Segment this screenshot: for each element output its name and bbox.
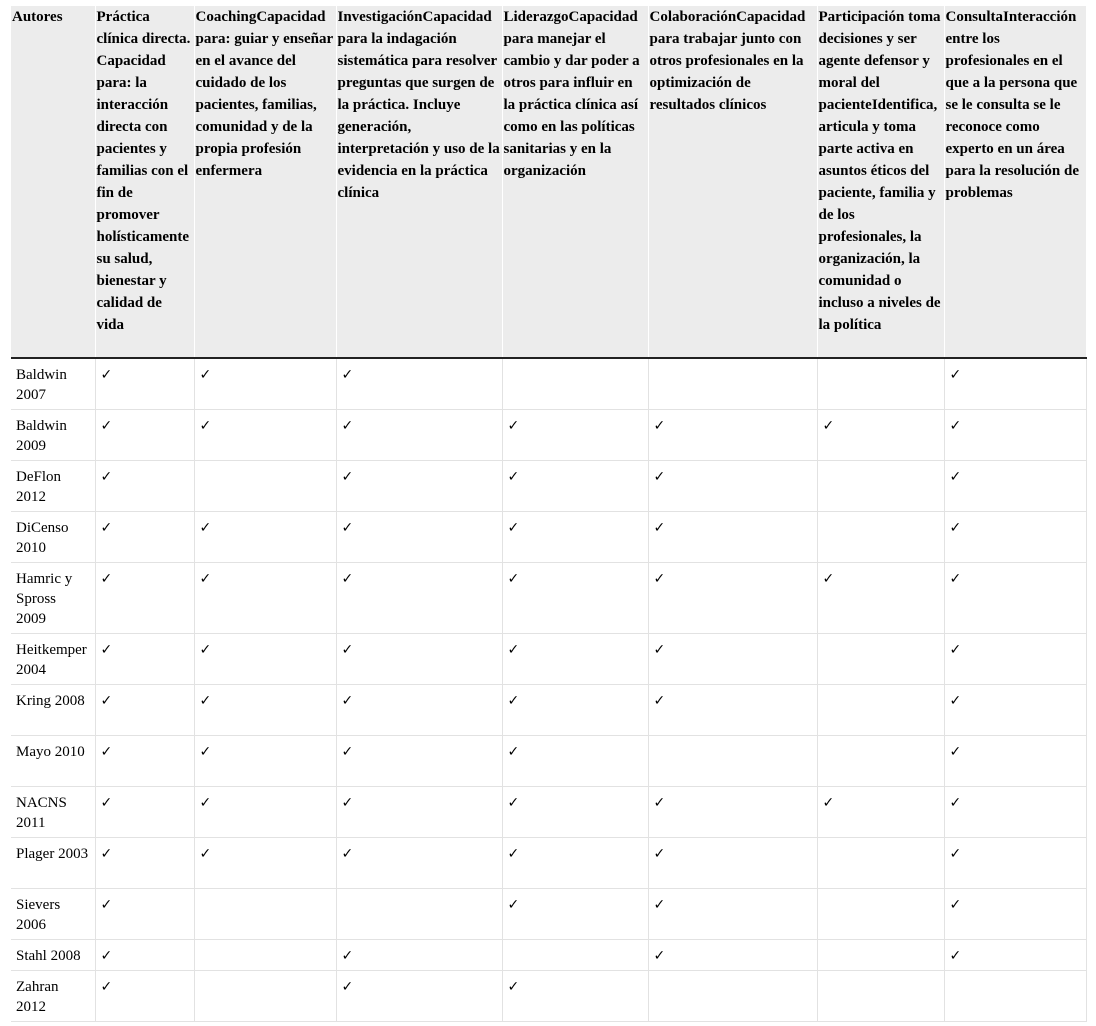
competency-cell — [944, 358, 1086, 410]
author-cell: DeFlon 2012 — [11, 461, 95, 512]
header-research: InvestigaciónCapacidad para la indagación sistemática para resolver preguntas que surgen de la práctica. Incluye generación, interpretación y uso de la evidencia en la práctica clínica — [336, 6, 502, 358]
check-mark-icon: ✓ — [100, 693, 113, 709]
check-mark-icon: ✓ — [199, 846, 212, 862]
check-mark-icon: ✓ — [341, 367, 354, 383]
competency-cell — [95, 736, 194, 787]
competency-cell — [336, 940, 502, 971]
check-mark-icon: ✓ — [100, 795, 113, 811]
check-mark-icon: ✓ — [653, 642, 666, 658]
check-mark-icon: ✓ — [341, 469, 354, 485]
competency-cell — [817, 685, 944, 736]
table-row — [11, 971, 1086, 1022]
check-mark-icon: ✓ — [341, 979, 354, 995]
check-mark-icon: ✓ — [822, 571, 835, 587]
check-mark-icon: ✓ — [507, 846, 520, 862]
table-row — [11, 634, 1086, 685]
competency-cell — [944, 563, 1086, 634]
competency-cell — [194, 410, 336, 461]
check-mark-icon: ✓ — [949, 897, 962, 913]
table-row — [11, 461, 1086, 512]
check-mark-icon: ✓ — [653, 897, 666, 913]
check-mark-icon: ✓ — [949, 571, 962, 587]
table-body — [11, 358, 1086, 1022]
competency-cell — [502, 685, 648, 736]
competency-cell — [648, 563, 817, 634]
check-mark-icon: ✓ — [949, 642, 962, 658]
check-mark-icon: ✓ — [949, 520, 962, 536]
check-mark-icon: ✓ — [507, 897, 520, 913]
competency-cell — [817, 358, 944, 410]
competency-cell — [194, 736, 336, 787]
competency-cell — [648, 838, 817, 889]
competency-cell — [944, 889, 1086, 940]
header-ethical-participation: Participación toma decisiones y ser agente defensor y moral del pacienteIdentifica, articula y toma parte activa en asuntos éticos del paciente, familia y de los profesionales, la organización, la comunidad o incluso a niveles de la política — [817, 6, 944, 358]
competency-cell — [944, 634, 1086, 685]
competency-cell — [194, 787, 336, 838]
author-cell: Heitkemper 2004 — [11, 634, 95, 685]
check-mark-icon: ✓ — [341, 744, 354, 760]
author-cell: Baldwin 2007 — [11, 358, 95, 410]
competency-cell — [502, 787, 648, 838]
competency-cell — [194, 940, 336, 971]
header-coaching: CoachingCapacidad para: guiar y enseñar en el avance del cuidado de los pacientes, familias, comunidad y de la propia profesión enfermera — [194, 6, 336, 358]
header-row — [11, 6, 1086, 358]
competency-cell — [817, 838, 944, 889]
check-mark-icon: ✓ — [949, 948, 962, 964]
competency-cell — [502, 838, 648, 889]
check-mark-icon: ✓ — [949, 846, 962, 862]
check-mark-icon: ✓ — [341, 795, 354, 811]
check-mark-icon: ✓ — [949, 795, 962, 811]
check-mark-icon: ✓ — [653, 795, 666, 811]
check-mark-icon: ✓ — [199, 571, 212, 587]
check-mark-icon: ✓ — [507, 795, 520, 811]
check-mark-icon: ✓ — [507, 571, 520, 587]
check-mark-icon: ✓ — [341, 520, 354, 536]
competency-cell — [648, 634, 817, 685]
header-consultation: ConsultaInteracción entre los profesionales en el que a la persona que se le consulta se le reconoce como experto en un área para la resolución de problemas — [944, 6, 1086, 358]
competency-cell — [194, 971, 336, 1022]
competency-cell — [817, 563, 944, 634]
competency-cell — [194, 512, 336, 563]
check-mark-icon: ✓ — [100, 418, 113, 434]
table-header — [11, 6, 1086, 358]
competency-cell — [502, 634, 648, 685]
competency-cell — [95, 940, 194, 971]
check-mark-icon: ✓ — [507, 979, 520, 995]
check-mark-icon: ✓ — [653, 948, 666, 964]
author-cell: Sievers 2006 — [11, 889, 95, 940]
competency-cell — [336, 889, 502, 940]
competency-cell — [648, 685, 817, 736]
competency-cell — [817, 461, 944, 512]
competency-cell — [194, 358, 336, 410]
check-mark-icon: ✓ — [653, 520, 666, 536]
table-row — [11, 940, 1086, 971]
competency-cell — [194, 461, 336, 512]
competency-cell — [95, 358, 194, 410]
competency-cell — [817, 940, 944, 971]
competency-cell — [648, 512, 817, 563]
check-mark-icon: ✓ — [100, 520, 113, 536]
competency-cell — [95, 410, 194, 461]
header-authors: Autores — [11, 6, 95, 358]
table-row — [11, 358, 1086, 410]
competency-cell — [648, 971, 817, 1022]
table-row — [11, 685, 1086, 736]
competency-cell — [944, 410, 1086, 461]
author-cell: Stahl 2008 — [11, 940, 95, 971]
competency-cell — [944, 685, 1086, 736]
check-mark-icon: ✓ — [100, 846, 113, 862]
check-mark-icon: ✓ — [100, 948, 113, 964]
competency-cell — [95, 787, 194, 838]
competency-cell — [648, 787, 817, 838]
check-mark-icon: ✓ — [653, 469, 666, 485]
competency-cell — [336, 563, 502, 634]
competency-cell — [502, 358, 648, 410]
competency-cell — [817, 889, 944, 940]
competency-cell — [336, 971, 502, 1022]
competency-cell — [944, 838, 1086, 889]
check-mark-icon: ✓ — [199, 642, 212, 658]
check-mark-icon: ✓ — [100, 469, 113, 485]
competency-cell — [817, 787, 944, 838]
competency-cell — [502, 563, 648, 634]
header-collaboration: ColaboraciónCapacidad para trabajar junto con otros profesionales en la optimización de resultados clínicos — [648, 6, 817, 358]
competency-cell — [944, 971, 1086, 1022]
check-mark-icon: ✓ — [949, 367, 962, 383]
check-mark-icon: ✓ — [199, 744, 212, 760]
check-mark-icon: ✓ — [822, 795, 835, 811]
check-mark-icon: ✓ — [199, 693, 212, 709]
check-mark-icon: ✓ — [507, 744, 520, 760]
competency-cell — [648, 410, 817, 461]
check-mark-icon: ✓ — [949, 693, 962, 709]
competency-cell — [336, 838, 502, 889]
competency-cell — [502, 889, 648, 940]
competency-cell — [194, 838, 336, 889]
competency-cell — [95, 889, 194, 940]
competency-cell — [648, 940, 817, 971]
author-cell: Kring 2008 — [11, 685, 95, 736]
competency-cell — [944, 940, 1086, 971]
competency-cell — [194, 634, 336, 685]
table-row — [11, 563, 1086, 634]
check-mark-icon: ✓ — [100, 571, 113, 587]
check-mark-icon: ✓ — [653, 846, 666, 862]
check-mark-icon: ✓ — [949, 744, 962, 760]
competency-cell — [95, 685, 194, 736]
check-mark-icon: ✓ — [949, 418, 962, 434]
competency-cell — [502, 512, 648, 563]
author-cell: Zahran 2012 — [11, 971, 95, 1022]
check-mark-icon: ✓ — [507, 469, 520, 485]
check-mark-icon: ✓ — [100, 367, 113, 383]
check-mark-icon: ✓ — [199, 795, 212, 811]
competency-cell — [95, 838, 194, 889]
table-row — [11, 787, 1086, 838]
check-mark-icon: ✓ — [341, 571, 354, 587]
table-row — [11, 736, 1086, 787]
check-mark-icon: ✓ — [341, 846, 354, 862]
author-cell: NACNS 2011 — [11, 787, 95, 838]
check-mark-icon: ✓ — [199, 520, 212, 536]
check-mark-icon: ✓ — [341, 948, 354, 964]
check-mark-icon: ✓ — [341, 693, 354, 709]
check-mark-icon: ✓ — [653, 693, 666, 709]
check-mark-icon: ✓ — [100, 979, 113, 995]
table-row — [11, 410, 1086, 461]
table-row — [11, 838, 1086, 889]
competency-cell — [648, 889, 817, 940]
competency-cell — [817, 634, 944, 685]
competency-cell — [336, 410, 502, 461]
competency-cell — [944, 787, 1086, 838]
competency-cell — [336, 736, 502, 787]
competency-cell — [194, 889, 336, 940]
competency-cell — [95, 512, 194, 563]
author-cell: DiCenso 2010 — [11, 512, 95, 563]
check-mark-icon: ✓ — [507, 520, 520, 536]
check-mark-icon: ✓ — [341, 642, 354, 658]
competency-cell — [336, 787, 502, 838]
header-direct-clinical-practice: Práctica clínica directa. Capacidad para: la interacción directa con pacientes y familias con el fin de promover holísticamente su salud, bienestar y calidad de vida — [95, 6, 194, 358]
table-row — [11, 889, 1086, 940]
author-cell: Baldwin 2009 — [11, 410, 95, 461]
author-cell: Plager 2003 — [11, 838, 95, 889]
author-cell: Mayo 2010 — [11, 736, 95, 787]
competency-cell — [502, 410, 648, 461]
competency-cell — [95, 634, 194, 685]
check-mark-icon: ✓ — [100, 744, 113, 760]
competency-cell — [944, 736, 1086, 787]
competencies-table-container — [11, 6, 1086, 1022]
competency-cell — [95, 563, 194, 634]
competency-cell — [336, 634, 502, 685]
check-mark-icon: ✓ — [100, 897, 113, 913]
check-mark-icon: ✓ — [507, 642, 520, 658]
check-mark-icon: ✓ — [507, 418, 520, 434]
check-mark-icon: ✓ — [199, 367, 212, 383]
check-mark-icon: ✓ — [199, 418, 212, 434]
competency-cell — [648, 358, 817, 410]
competency-cell — [336, 358, 502, 410]
competency-cell — [817, 736, 944, 787]
competency-cell — [502, 461, 648, 512]
check-mark-icon: ✓ — [653, 571, 666, 587]
competency-cell — [817, 410, 944, 461]
check-mark-icon: ✓ — [949, 469, 962, 485]
check-mark-icon: ✓ — [507, 693, 520, 709]
competency-cell — [944, 512, 1086, 563]
competency-cell — [194, 563, 336, 634]
table-row — [11, 512, 1086, 563]
competency-cell — [817, 512, 944, 563]
competency-cell — [336, 461, 502, 512]
competency-cell — [336, 685, 502, 736]
competency-cell — [502, 736, 648, 787]
competency-cell — [502, 971, 648, 1022]
header-leadership: LiderazgoCapacidad para manejar el cambio y dar poder a otros para influir en la práctica clínica así como en las políticas sanitarias y en la organización — [502, 6, 648, 358]
competency-cell — [502, 940, 648, 971]
competency-cell — [95, 461, 194, 512]
author-cell: Hamric y Spross 2009 — [11, 563, 95, 634]
check-mark-icon: ✓ — [100, 642, 113, 658]
competency-cell — [648, 461, 817, 512]
check-mark-icon: ✓ — [341, 418, 354, 434]
competency-cell — [336, 512, 502, 563]
competency-cell — [817, 971, 944, 1022]
check-mark-icon: ✓ — [653, 418, 666, 434]
competencies-table — [11, 6, 1087, 1022]
competency-cell — [95, 971, 194, 1022]
competency-cell — [944, 461, 1086, 512]
competency-cell — [648, 736, 817, 787]
check-mark-icon: ✓ — [822, 418, 835, 434]
competency-cell — [194, 685, 336, 736]
